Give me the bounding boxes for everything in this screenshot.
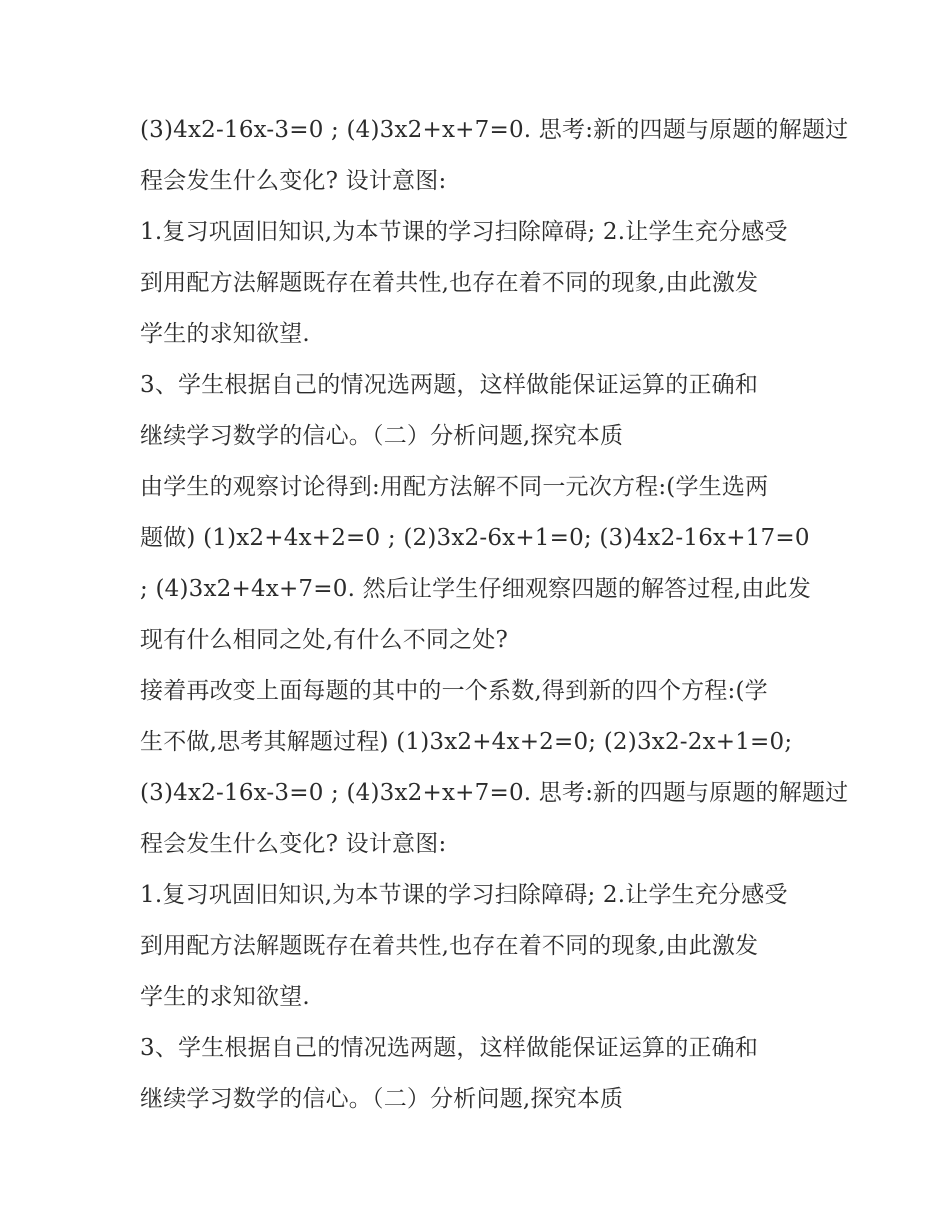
text-line: 学生的求知欲望. [140,321,310,347]
text-line: 1.复习巩固旧知识,为本节课的学习扫除障碍; 2.让学生充分感受 [140,219,788,245]
text-line: 继续学习数学的信心。（二）分析问题,探究本质 [140,1086,624,1112]
text-line: 到用配方法解题既存在着共性,也存在着不同的现象,由此激发 [140,933,759,959]
text-line: 1.复习巩固旧知识,为本节课的学习扫除障碍; 2.让学生充分感受 [140,882,788,908]
text-line: 由学生的观察讨论得到:用配方法解不同一元次方程:(学生选两 [140,474,769,500]
text-line: ; (4)3x2+4x+7=0. 然后让学生仔细观察四题的解答过程,由此发 [140,576,811,602]
document-body [140,105,849,1125]
text-line: (3)4x2-16x-3=0 ; (4)3x2+x+7=0. 思考:新的四题与原题的解题过 [140,117,849,143]
text-line: 接着再改变上面每题的其中的一个系数,得到新的四个方程:(学 [140,678,768,704]
text-line: 学生的求知欲望. [140,984,310,1010]
text-line: 程会发生什么变化? 设计意图: [140,831,447,857]
text-line: (3)4x2-16x-3=0 ; (4)3x2+x+7=0. 思考:新的四题与原题的解题过 [140,780,849,806]
text-line: 继续学习数学的信心。（二）分析问题,探究本质 [140,423,624,449]
text-line: 3、学生根据自己的情况选两题，这样做能保证运算的正确和 [140,1035,759,1061]
text-line: 生不做,思考其解题过程) (1)3x2+4x+2=0; (2)3x2-2x+1=0; [140,729,793,755]
text-line: 现有什么相同之处,有什么不同之处? [140,627,509,653]
text-line: 到用配方法解题既存在着共性,也存在着不同的现象,由此激发 [140,270,759,296]
text-line: 程会发生什么变化? 设计意图: [140,168,447,194]
text-line: 3、学生根据自己的情况选两题，这样做能保证运算的正确和 [140,372,759,398]
text-line: 题做) (1)x2+4x+2=0 ; (2)3x2-6x+1=0; (3)4x2-16x+17=0 [140,525,810,551]
